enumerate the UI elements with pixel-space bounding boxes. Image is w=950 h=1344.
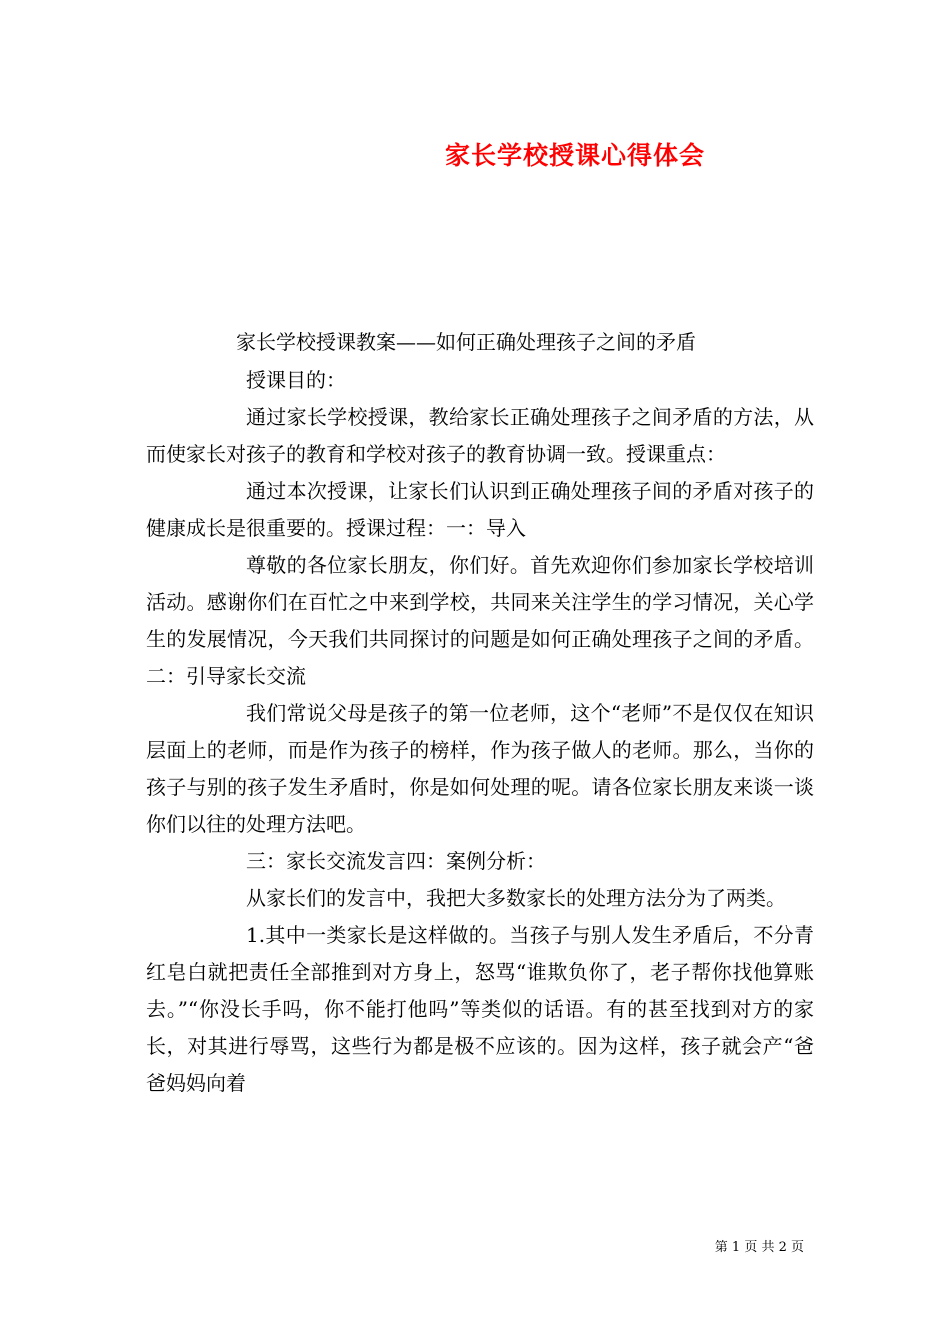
document-body (146, 362, 814, 1102)
paragraph-case-one: 1.其中一类家长是这样做的。当孩子与别人发生矛盾后，不分青红皂白就把责任全部推到对方身上，怒骂“谁欺负你了，老子帮你找他算账去。”“你没长手吗，你不能打他吗”等类似的话语。有的甚至找到对方的家长，对其进行辱骂，这些行为都是极不应该的。因为这样，孩子就会产“爸爸妈妈向着 (146, 923, 814, 1095)
paragraph-parents-exchange: 我们常说父母是孩子的第一位老师，这个“老师”不是仅仅在知识层面上的老师，而是作为孩子的榜样，作为孩子做人的老师。那么，当你的孩子与别的孩子发生矛盾时，你是如何处理的呢。请各位家长朋友来谈一谈你们以往的处理方法吧。 (146, 701, 814, 836)
paragraph-purpose: 通过家长学校授课，教给家长正确处理孩子之间矛盾的方法，从而使家长对孩子的教育和学校对孩子的教育协调一致。授课重点： (146, 405, 814, 466)
paragraph-purpose-heading: 授课目的： (246, 368, 346, 392)
page-number: 第 1 页 共 2 页 (714, 1240, 804, 1255)
paragraph-introduction: 尊敬的各位家长朋友，你们好。首先欢迎你们参加家长学校培训活动。感谢你们在百忙之中来到学校，共同来关注学生的学习情况，关心学生的发展情况，今天我们共同探讨的问题是如何正确处理孩子之间的矛盾。二：引导家长交流 (146, 553, 814, 688)
paragraph-focus: 通过本次授课，让家长们认识到正确处理孩子间的矛盾对孩子的健康成长是很重要的。授课过程：一：导入 (146, 479, 814, 540)
document-subtitle: 家长学校授课教案——如何正确处理孩子之间的矛盾 (236, 330, 696, 354)
paragraph-case-analysis: 从家长们的发言中，我把大多数家长的处理方法分为了两类。 (246, 886, 786, 910)
paragraph-section-three-four: 三：家长交流发言四：案例分析： (246, 849, 546, 873)
document-title: 家长学校授课心得体会 (444, 141, 705, 170)
